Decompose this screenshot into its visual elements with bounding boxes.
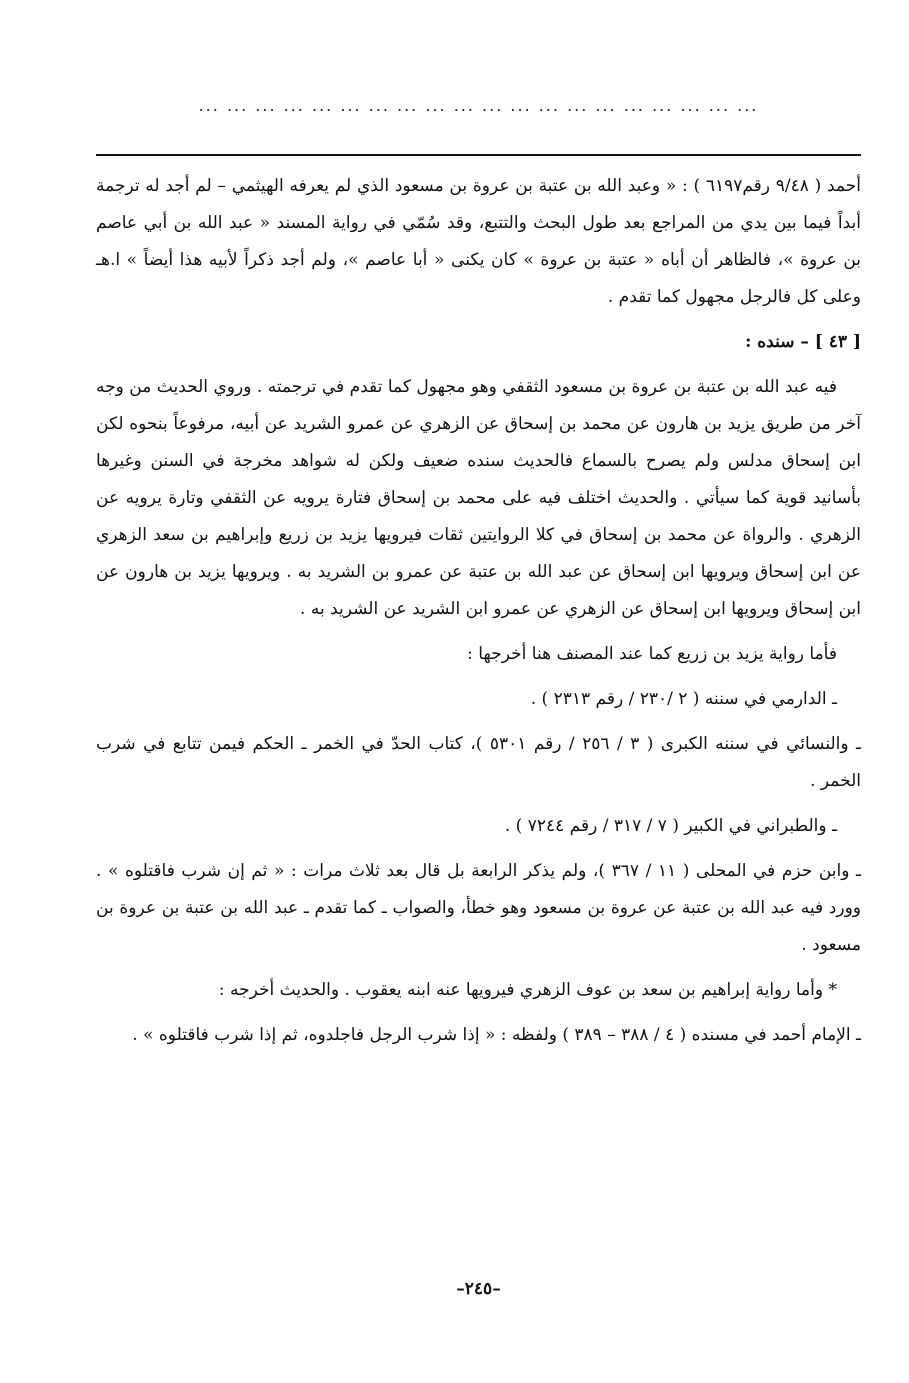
list-item-darimi: ـ الدارمي في سننه ( ٢ /٢٣٠ / رقم ٢٣١٣ ) . (530, 689, 837, 709)
list-item-ahmad-musnad: ـ الإمام أحمد في مسنده ( ٤ / ٣٨٨ – ٣٨٩ ) ولفظه : « إذا شرب الرجل فاجلدوه، ثم إذا شرب فاقتلوه » . (132, 1025, 861, 1045)
paragraph-yazid-intro: فأما رواية يزيد بن زريع كما عند المصنف هنا أخرجها : (467, 644, 837, 664)
page-number: –٢٤٥– (456, 1279, 501, 1299)
header-rule (96, 154, 861, 156)
paragraph-ahmad-note: أحمد ( ٩/٤٨ رقم٦١٩٧ ) : « وعبد الله بن عتبة بن عروة بن مسعود الذي لم يعرفه الهيثمي – لم أجد له ترجمة أبداً فيما بين يدي من المراجع بعد طول البحث والتتبع، وقد سُمّي في رواية المسند « عبد الله بن أبي عاصم بن عروة »، فالظاهر أن أباه « عتبة بن عروة » كان يكنى « أبا عاصم »، ولم أجد ذكراً لأبيه هذا أيضاً » ا.هـ وعلى كل فالرجل مجهول كما تقدم . (96, 176, 861, 307)
paragraph-sanad-discussion: فيه عبد الله بن عتبة بن عروة بن مسعود الثقفي وهو مجهول كما تقدم في ترجمته . وروي الحديث من وجه آخر من طريق يزيد بن هارون عن محمد بن إسحاق عن الزهري عن عمرو الشريد عن أبيه، مرفوعاً بنحوه لكن ابن إسحاق مدلس ولم يصرح بالسماع فالحديث سنده ضعيف ولكن له شواهد مخرجة في السنن وغيرها بأسانيد قوية كما سيأتي . والحديث اختلف فيه على محمد بن إسحاق فتارة يرويه عن الثقفي وتارة يرويه عن الزهري . والرواة عن محمد بن إسحاق في كلا الروايتين ثقات فيرويها يزيد بن زريع وإبراهيم بن سعد الزهري عن ابن إسحاق ويرويها ابن إسحاق عن عبد الله بن عتبة عن عمرو بن الشريد به . ويرويها يزيد بن هارون عن ابن إسحاق ويرويها ابن إسحاق عن الزهري عن عمرو ابن الشريد عن الشريد به . (96, 377, 861, 619)
list-item-ibn-hazm: ـ وابن حزم في المحلى ( ١١ / ٣٦٧ )، ولم يذكر الرابعة بل قال بعد ثلاث مرات : « ثم إن شرب فاقتلوه » . وورد فيه عبد الله بن عتبة عن عروة بن مسعود وهو خطأ، والصواب ـ كما تقدم ـ عبد الله بن عتبة بن عروة بن مسعود . (96, 861, 861, 955)
document-body (96, 168, 861, 1062)
list-item-tabarani: ـ والطبراني في الكبير ( ٧ / ٣١٧ / رقم ٧٢٤٤ ) . (504, 816, 837, 836)
section-heading-43: [ ٤٣ ] – سنده : (745, 332, 861, 352)
document-page (96, 96, 861, 1356)
paragraph-ibrahim-intro: * وأما رواية إبراهيم بن سعد بن عوف الزهري فيرويها عنه ابنه يعقوب . والحديث أخرجه : (218, 980, 837, 1000)
list-item-nasai: ـ والنسائي في سننه الكبرى ( ٣ / ٢٥٦ / رقم ٥٣٠١ )، كتاب الحدّ في الخمر ـ الحكم فيمن تتابع في شرب الخمر . (96, 734, 861, 791)
header-dotted-line: ... ... ... ... ... ... ... ... ... ... ... ... ... ... ... ... ... ... ... ... (198, 96, 759, 115)
